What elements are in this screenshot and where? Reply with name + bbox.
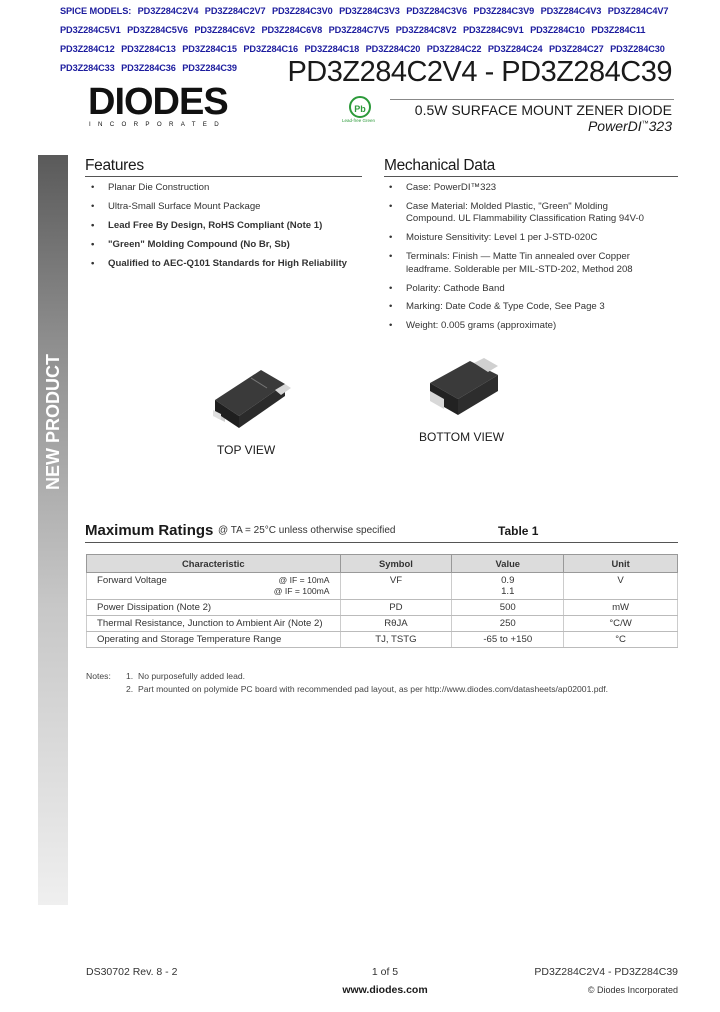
- cell-condition: [274, 575, 330, 597]
- note-number: 2.: [126, 684, 134, 694]
- spice-model-link[interactable]: PD3Z284C30: [610, 44, 665, 54]
- condition-2: @ IF = 100mA: [273, 586, 330, 596]
- spice-model-link[interactable]: PD3Z284C13: [121, 44, 176, 54]
- spice-model-link[interactable]: PD3Z284C39: [182, 63, 237, 73]
- mechanical-item: • Case: PowerDI™323: [384, 182, 659, 195]
- product-subtitle: 0.5W SURFACE MOUNT ZENER DIODE: [414, 102, 672, 118]
- spice-model-link[interactable]: PD3Z284C2V4: [137, 6, 199, 16]
- bottom-view-package-image: [424, 357, 504, 427]
- cell-unit: °C/W: [564, 616, 678, 632]
- page-title: PD3Z284C2V4 - PD3Z284C39: [287, 56, 672, 88]
- characteristic-text: Forward Voltage: [97, 575, 167, 586]
- mechanical-item: • Marking: Date Code & Type Code, See Page 3: [384, 301, 659, 314]
- spice-model-link[interactable]: PD3Z284C4V7: [607, 6, 669, 16]
- maximum-ratings-table: [86, 554, 678, 648]
- table-row: [87, 632, 678, 648]
- maximum-ratings-heading: Maximum Ratings: [85, 522, 214, 539]
- lead-free-badge: [342, 96, 376, 136]
- feature-item: • Qualified to AEC-Q101 Standards for High Reliability: [86, 258, 366, 271]
- spice-model-link[interactable]: PD3Z284C4V3: [540, 6, 602, 16]
- table-row: [87, 573, 678, 600]
- mechanical-list: [384, 182, 659, 339]
- diodes-logo: [86, 80, 251, 128]
- logo-subtext: INCORPORATED: [89, 121, 226, 128]
- package-number: 323: [648, 118, 672, 134]
- cell-symbol: VF: [340, 573, 452, 600]
- cell-unit: mW: [564, 600, 678, 616]
- spice-model-link[interactable]: PD3Z284C11: [591, 25, 646, 35]
- spice-model-link[interactable]: PD3Z284C3V3: [339, 6, 400, 16]
- spice-model-link[interactable]: PD3Z284C33: [60, 63, 115, 73]
- cell-characteristic: Power Dissipation (Note 2): [87, 600, 341, 616]
- table-row: [87, 600, 678, 616]
- spice-model-link[interactable]: PD3Z284C6V2: [194, 25, 256, 35]
- spice-model-link[interactable]: PD3Z284C12: [60, 44, 115, 54]
- spice-model-link[interactable]: PD3Z284C16: [243, 44, 299, 54]
- cell-value: -65 to +150: [452, 632, 564, 648]
- value-2: 1.1: [501, 586, 515, 597]
- bottom-view-label: BOTTOM VIEW: [419, 430, 505, 444]
- ratings-condition: @ TA = 25°C unless otherwise specified: [218, 525, 396, 536]
- mechanical-item: • Case Material: Molded Plastic, "Green" Molding Compound. UL Flammability Classification Rating 94V-0: [384, 201, 659, 226]
- spice-model-link[interactable]: PD3Z284C3V0: [271, 6, 333, 16]
- table-number: Table 1: [498, 524, 539, 538]
- cell-value: [452, 573, 564, 600]
- features-list: [86, 182, 366, 276]
- cell-unit: °C: [564, 632, 678, 648]
- spice-model-link[interactable]: PD3Z284C24: [487, 44, 543, 54]
- package-name: [588, 118, 672, 134]
- cell-characteristic: Thermal Resistance, Junction to Ambient Air (Note 2): [87, 616, 341, 632]
- spice-model-link[interactable]: PD3Z284C6V8: [261, 25, 323, 35]
- feature-item: • Ultra-Small Surface Mount Package: [86, 201, 366, 214]
- cell-symbol: RθJA: [340, 616, 452, 632]
- spice-model-link[interactable]: PD3Z284C20: [365, 44, 421, 54]
- spice-model-link[interactable]: PD3Z284C22: [426, 44, 482, 54]
- feature-item: • "Green" Molding Compound (No Br, Sb): [86, 239, 366, 252]
- header-symbol: Symbol: [340, 555, 452, 573]
- website-link[interactable]: www.diodes.com: [342, 984, 428, 996]
- cell-unit: V: [564, 573, 678, 600]
- notes-section: [86, 670, 608, 696]
- pb-icon: Pb: [349, 96, 371, 118]
- spice-model-link[interactable]: PD3Z284C2V7: [204, 6, 266, 16]
- cell-value: 500: [452, 600, 564, 616]
- mechanical-item: • Polarity: Cathode Band: [384, 283, 659, 296]
- spice-model-link[interactable]: PD3Z284C5V1: [60, 25, 121, 35]
- feature-item: • Lead Free By Design, RoHS Compliant (Note 1): [86, 220, 366, 233]
- spice-model-link[interactable]: PD3Z284C3V6: [406, 6, 467, 16]
- footer-part-number: PD3Z284C2V4 - PD3Z284C39: [534, 966, 678, 978]
- cell-value: 250: [452, 616, 564, 632]
- table-row: [87, 616, 678, 632]
- note-text: No purposefully added lead.: [138, 671, 246, 681]
- document-number: DS30702 Rev. 8 - 2: [86, 966, 178, 978]
- note-item: [86, 683, 608, 696]
- spice-model-link[interactable]: PD3Z284C3V9: [473, 6, 535, 16]
- note-item: [86, 670, 608, 683]
- header-characteristic: Characteristic: [87, 555, 341, 573]
- top-view-label: TOP VIEW: [217, 443, 276, 457]
- logo-text: DIODES: [88, 81, 228, 123]
- lead-free-label: Lead-free Green: [342, 118, 376, 123]
- spice-model-link[interactable]: PD3Z284C8V2: [395, 25, 457, 35]
- features-heading: Features: [85, 157, 362, 177]
- cell-symbol: PD: [340, 600, 452, 616]
- title-divider: [390, 99, 674, 100]
- value-1: 0.9: [501, 575, 515, 586]
- spice-model-link[interactable]: PD3Z284C9V1: [462, 25, 524, 35]
- spice-model-link[interactable]: PD3Z284C10: [530, 25, 585, 35]
- sidebar-label: NEW PRODUCT: [43, 354, 63, 490]
- note-number: 1.: [126, 671, 134, 681]
- header-value: Value: [452, 555, 564, 573]
- cell-characteristic: Operating and Storage Temperature Range: [87, 632, 341, 648]
- package-name-text: PowerDI: [587, 118, 642, 134]
- spice-model-link[interactable]: PD3Z284C36: [121, 63, 176, 73]
- spice-model-link[interactable]: PD3Z284C5V6: [127, 25, 188, 35]
- mechanical-item: • Weight: 0.005 grams (approximate): [384, 320, 659, 333]
- spice-model-link[interactable]: PD3Z284C27: [549, 44, 604, 54]
- notes-label: Notes:: [86, 671, 111, 681]
- new-product-sidebar: [38, 155, 68, 905]
- cell-characteristic: [87, 573, 341, 600]
- table-header-row: [87, 555, 678, 573]
- mechanical-item: • Moisture Sensitivity: Level 1 per J-STD-020C: [384, 232, 659, 245]
- condition-1: @ IF = 10mA: [278, 575, 330, 585]
- note-text[interactable]: Part mounted on polymide PC board with recommended pad layout, as per http://www.diodes.com/datasheets/ap02001.pdf.: [138, 684, 609, 694]
- mechanical-item: • Terminals: Finish — Matte Tin annealed over Copper leadframe. Solderable per MIL-STD-202, Method 208: [384, 251, 659, 276]
- cell-symbol: TJ, TSTG: [340, 632, 452, 648]
- copyright: © Diodes Incorporated: [587, 985, 678, 995]
- top-view-package-image: [205, 362, 295, 432]
- spice-prefix: SPICE MODELS:: [60, 6, 132, 16]
- spice-model-link[interactable]: PD3Z284C15: [182, 44, 237, 54]
- package-tm: ™: [641, 120, 649, 128]
- feature-item: • Planar Die Construction: [86, 182, 366, 195]
- spice-model-link[interactable]: PD3Z284C18: [304, 44, 360, 54]
- ratings-divider: [85, 542, 678, 543]
- spice-model-link[interactable]: PD3Z284C7V5: [328, 25, 390, 35]
- header-unit: Unit: [564, 555, 678, 573]
- page-number: 1 of 5: [371, 966, 399, 978]
- mechanical-heading: Mechanical Data: [384, 157, 678, 177]
